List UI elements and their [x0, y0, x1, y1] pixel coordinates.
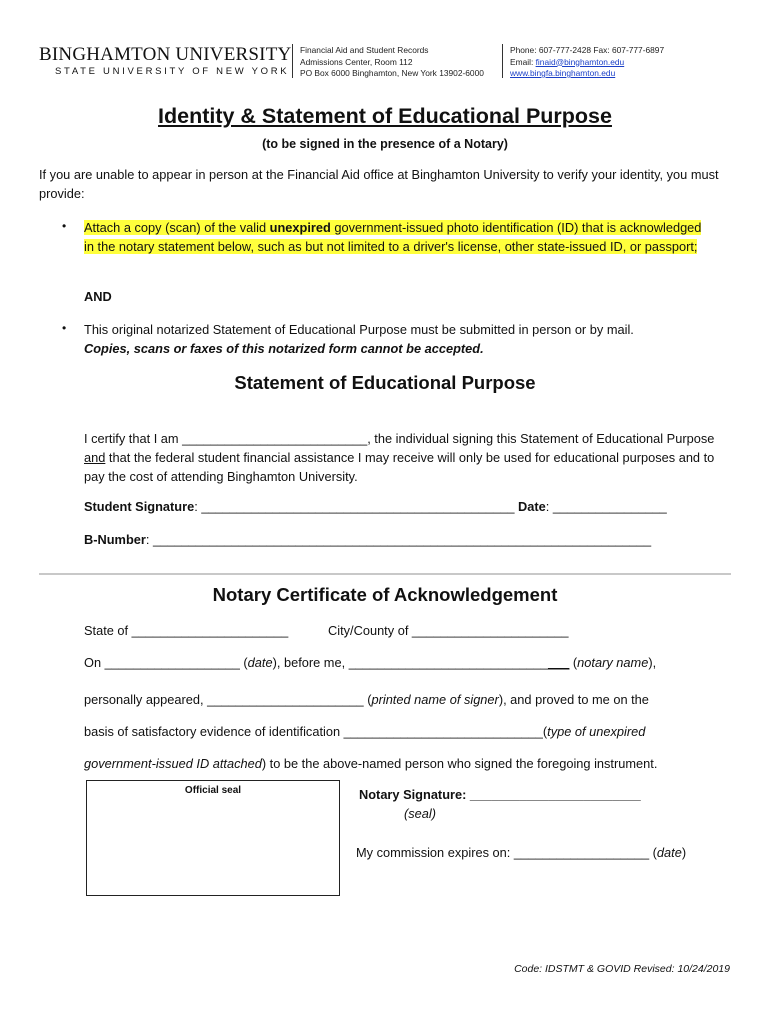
- gov-id-row: [84, 754, 657, 773]
- notary-name-field[interactable]: ), before me, ____________________________: [272, 655, 548, 670]
- email-prefix: Email:: [510, 56, 536, 67]
- office-line-3: PO Box 6000 Binghamton, New York 13902-6000: [300, 68, 484, 78]
- printed-name-hint: printed name of signer: [371, 692, 499, 707]
- certify-mid: , the individual signing this Statement of Educational Purpose: [367, 431, 715, 446]
- section-divider: [39, 573, 731, 575]
- on-date-hint: date: [247, 655, 273, 670]
- notary-heading: Notary Certificate of Acknowledgement: [212, 584, 558, 605]
- certify-paragraph: [84, 429, 734, 486]
- on-date-field[interactable]: On ___________________ (: [84, 655, 248, 670]
- notary-name-field-end[interactable]: ___: [547, 655, 570, 670]
- county-field[interactable]: City/County of ______________________: [328, 623, 569, 638]
- notary-on-row: [84, 653, 656, 672]
- copies-warning: Copies, scans or faxes of this notarized form cannot be accepted.: [84, 341, 484, 356]
- printed-name-field[interactable]: personally appeared, ______________________ (: [84, 692, 372, 707]
- commission-date-hint: date: [656, 845, 682, 860]
- student-signature-label: Student Signature: [84, 499, 195, 514]
- gov-id-post: ) to be the above-named person who signed the foregoing instrument.: [261, 756, 658, 771]
- commission-row: [356, 843, 686, 862]
- commission-close: ): [681, 845, 687, 860]
- bullet-icon: •: [62, 321, 67, 335]
- student-signature-row: [84, 497, 667, 516]
- email-link[interactable]: finaid@binghamton.edu: [535, 56, 625, 67]
- id-type-hint: type of unexpired: [547, 724, 646, 739]
- notary-name-close: ),: [648, 655, 657, 670]
- id-req-bold: unexpired: [269, 220, 331, 235]
- statement-heading: Statement of Educational Purpose: [234, 372, 536, 393]
- appeared-row: [84, 690, 649, 709]
- notary-name-paren: (: [569, 655, 578, 670]
- signer-name-blank[interactable]: __________________________: [182, 431, 368, 446]
- id-type-field[interactable]: basis of satisfactory evidence of identification ____________________________(: [84, 724, 548, 739]
- contact-phone-fax: Phone: 607-777-2428 Fax: 607-777-6897: [510, 45, 665, 55]
- university-logo-subtitle: STATE UNIVERSITY OF NEW YORK: [55, 66, 290, 77]
- bnumber-label: B-Number: [84, 532, 146, 547]
- intro-text: If you are unable to appear in person at the Financial Aid office at Binghamton University to verify your identity, you must provide:: [39, 167, 719, 201]
- bullet-icon: •: [62, 219, 67, 233]
- state-field[interactable]: State of ______________________: [84, 623, 289, 638]
- student-signature-field[interactable]: : ____________________________________________: [194, 499, 515, 514]
- original-form-text: This original notarized Statement of Educational Purpose must be submitted in person or by mail.: [84, 322, 634, 337]
- certify-pre: I certify that I am: [84, 431, 183, 446]
- seal-hint: (seal): [404, 806, 436, 821]
- appeared-post: ), and proved to me on the: [498, 692, 649, 707]
- id-req-pre: Attach a copy (scan) of the valid: [84, 220, 270, 235]
- bullet-original-form: [84, 320, 724, 358]
- office-address: [300, 45, 484, 80]
- office-contact: [510, 45, 664, 80]
- header-divider-2: [502, 44, 503, 78]
- bnumber-field[interactable]: : ______________________________________________________________________: [145, 532, 652, 547]
- official-seal-box: [86, 780, 340, 896]
- date-field[interactable]: : ________________: [545, 499, 667, 514]
- date-label: Date: [518, 499, 546, 514]
- page-title: Identity & Statement of Educational Purpose: [158, 104, 612, 128]
- notary-name-hint: notary name: [577, 655, 649, 670]
- certify-and: and: [84, 450, 106, 465]
- contact-web-row: [510, 68, 664, 80]
- page-subtitle: (to be signed in the presence of a Notary): [262, 137, 508, 151]
- notary-signature-field[interactable]: Notary Signature: ________________________: [359, 787, 641, 802]
- certify-post: that the federal student financial assistance I may receive will only be used for educational purposes and to pay the cost of attending Binghamton University.: [84, 450, 715, 484]
- gov-id-hint: government-issued ID attached: [84, 756, 262, 771]
- website-link[interactable]: www.bingfa.binghamton.edu: [510, 68, 616, 78]
- id-req-post: government-issued photo identification (ID) that is acknowledged in the notary statement below, such as but not limited to a driver's license, other state-issued ID, or passport;: [84, 220, 702, 254]
- and-label: AND: [84, 289, 112, 304]
- official-seal-label: Official seal: [184, 785, 242, 796]
- commission-date-field[interactable]: My commission expires on: ___________________ (: [356, 845, 657, 860]
- contact-email-row: [510, 57, 664, 69]
- office-line-1: Financial Aid and Student Records: [300, 45, 429, 55]
- form-code-footer: Code: IDSTMT & GOVID Revised: 10/24/2019: [514, 963, 730, 975]
- office-line-2: Admissions Center, Room 112: [300, 56, 413, 67]
- university-logo-name: BINGHAMTON UNIVERSITY: [39, 44, 292, 65]
- basis-row: [84, 722, 645, 741]
- bullet-id-requirement: [84, 218, 714, 256]
- bnumber-row: [84, 530, 651, 549]
- header-divider: [292, 44, 293, 78]
